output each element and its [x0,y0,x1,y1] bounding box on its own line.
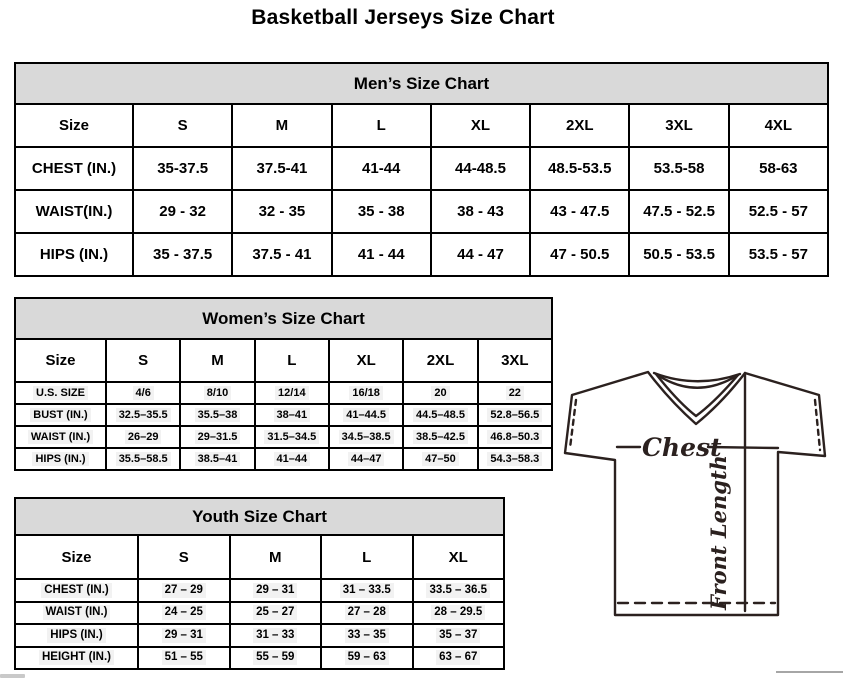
column-header: S [106,339,180,382]
row-label [15,404,106,426]
cell-value-text: 31 – 33.5 [340,583,394,598]
cell-value [413,602,505,625]
cell-value [478,382,552,404]
cell-value [321,624,413,647]
column-header: 4XL [729,104,828,147]
chest-label: Chest [642,433,722,462]
column-header-row [15,104,828,147]
row-label [15,647,138,670]
cell-value [329,448,403,470]
cell-value [230,579,322,602]
cell-value-text: 29–31.5 [195,430,241,444]
cell-value: 48.5-53.5 [530,147,629,190]
column-header: L [332,104,431,147]
cell-value: 41-44 [332,147,431,190]
table-row [15,579,504,602]
cell-value: 47 - 50.5 [530,233,629,276]
row-label [15,624,138,647]
cell-value-text: 54.3–58.3 [487,452,542,466]
row-label-text: WAIST (IN.) [28,430,93,444]
cell-value-text: 46.8–50.3 [487,430,542,444]
cell-value [413,624,505,647]
table-row [15,147,828,190]
cell-value: 37.5-41 [232,147,331,190]
row-label-text: WAIST (IN.) [43,605,111,620]
mens-table-title: Men’s Size Chart [15,63,828,104]
cell-value [413,647,505,670]
cell-value-text: 38.5–42.5 [413,430,468,444]
cell-value: 43 - 47.5 [530,190,629,233]
cell-value: 37.5 - 41 [232,233,331,276]
cell-value-text: 31 – 33 [253,628,297,643]
column-header: M [230,535,322,579]
cell-value-text: 27 – 28 [345,605,389,620]
cell-value-text: 29 – 31 [162,628,206,643]
table-row [15,382,552,404]
table-row [15,404,552,426]
row-label [15,448,106,470]
table-row [15,426,552,448]
cell-value [138,624,230,647]
cell-value-text: 55 – 59 [253,650,297,665]
cell-value-text: 29 – 31 [253,583,297,598]
cell-value-text: 34.5–38.5 [339,430,394,444]
cell-value-text: 44–47 [348,452,385,466]
table-row [15,448,552,470]
cell-value: 29 - 32 [133,190,232,233]
cell-value-text: 20 [431,386,449,400]
cell-value [230,647,322,670]
cell-value-text: 41–44.5 [343,408,389,422]
cell-value: 58-63 [729,147,828,190]
cell-value [403,404,477,426]
column-header: S [133,104,232,147]
column-header: 3XL [478,339,552,382]
row-label-text: CHEST (IN.) [41,583,112,598]
cell-value: 50.5 - 53.5 [629,233,728,276]
column-header: 2XL [403,339,477,382]
cell-value-text: 38.5–41 [195,452,241,466]
table-row [15,190,828,233]
cell-value [106,426,180,448]
column-header: M [180,339,254,382]
cell-value-text: 28 – 29.5 [431,605,485,620]
cell-value [403,448,477,470]
cell-value [106,448,180,470]
cell-value-text: 31.5–34.5 [264,430,319,444]
cell-value [413,579,505,602]
column-header: Size [15,339,106,382]
column-header: Size [15,104,133,147]
cell-value [329,382,403,404]
table-row [15,602,504,625]
front-length-label: Front Length [706,455,731,610]
column-header: 3XL [629,104,728,147]
table-row [15,647,504,670]
cell-value: 38 - 43 [431,190,530,233]
cell-value-text: 59 – 63 [345,650,389,665]
cell-value-text: 8/10 [204,386,231,400]
cell-value [403,426,477,448]
cell-value [255,448,329,470]
cell-value [138,579,230,602]
cell-value [321,602,413,625]
cell-value-text: 63 – 67 [436,650,480,665]
cell-value-text: 35.5–58.5 [116,452,171,466]
cell-value [329,404,403,426]
page-title: Basketball Jerseys Size Chart [251,6,555,29]
column-header: XL [413,535,505,579]
row-label [15,579,138,602]
column-header: S [138,535,230,579]
column-header: M [232,104,331,147]
row-label: WAIST(IN.) [15,190,133,233]
cell-value [180,382,254,404]
cell-value [180,448,254,470]
cell-value: 32 - 35 [232,190,331,233]
cell-value: 44 - 47 [431,233,530,276]
row-label: CHEST (IN.) [15,147,133,190]
page-edge-fragment-right [776,671,843,673]
column-header: XL [431,104,530,147]
jersey-measurement-diagram [560,363,830,627]
cell-value-text: 51 – 55 [162,650,206,665]
womens-table-title: Women’s Size Chart [15,298,552,339]
cell-value: 35 - 38 [332,190,431,233]
cell-value-text: 35.5–38 [195,408,241,422]
column-header: L [255,339,329,382]
cell-value-text: 52.8–56.5 [487,408,542,422]
cell-value [329,426,403,448]
womens-size-table [14,297,553,471]
cell-value [478,426,552,448]
column-header: L [321,535,413,579]
cell-value [321,579,413,602]
column-header: XL [329,339,403,382]
row-label-text: HEIGHT (IN.) [39,650,114,665]
cell-value [255,404,329,426]
row-label-text: HIPS (IN.) [47,628,105,643]
cell-value-text: 32.5–35.5 [116,408,171,422]
cell-value-text: 35 – 37 [436,628,480,643]
cell-value-text: 25 – 27 [253,605,297,620]
row-label [15,382,106,404]
row-label-text: HIPS (IN.) [32,452,88,466]
cell-value-text: 47–50 [422,452,459,466]
cell-value [321,647,413,670]
jersey-outline-path [565,372,825,615]
cell-value-text: 33.5 – 36.5 [426,583,490,598]
row-label: HIPS (IN.) [15,233,133,276]
cell-value [138,647,230,670]
cell-value: 35 - 37.5 [133,233,232,276]
cell-value-text: 44.5–48.5 [413,408,468,422]
row-label-text: U.S. SIZE [33,386,88,400]
cell-value-text: 41–44 [274,452,311,466]
youth-size-table [14,497,505,670]
cell-value-text: 24 – 25 [162,605,206,620]
youth-table-title: Youth Size Chart [15,498,504,535]
column-header: Size [15,535,138,579]
cell-value: 53.5-58 [629,147,728,190]
cell-value: 35-37.5 [133,147,232,190]
column-header-row [15,535,504,579]
cell-value-text: 4/6 [133,386,154,400]
column-header-row [15,339,552,382]
cell-value-text: 22 [506,386,524,400]
page-edge-fragment-left [0,674,25,678]
column-header: 2XL [530,104,629,147]
cell-value [403,382,477,404]
row-label [15,426,106,448]
cell-value: 44-48.5 [431,147,530,190]
cell-value-text: 33 – 35 [345,628,389,643]
cell-value [478,404,552,426]
cell-value-text: 16/18 [349,386,383,400]
cell-value [230,624,322,647]
cell-value [230,602,322,625]
cell-value [255,426,329,448]
cell-value [255,382,329,404]
mens-size-table [14,62,829,277]
cell-value-text: 12/14 [275,386,309,400]
cell-value: 47.5 - 52.5 [629,190,728,233]
cell-value: 53.5 - 57 [729,233,828,276]
table-row [15,233,828,276]
cell-value [180,404,254,426]
cell-value: 52.5 - 57 [729,190,828,233]
cell-value [106,404,180,426]
table-row [15,624,504,647]
cell-value-text: 26–29 [125,430,162,444]
cell-value: 41 - 44 [332,233,431,276]
cell-value [478,448,552,470]
cell-value [138,602,230,625]
row-label-text: BUST (IN.) [30,408,90,422]
cell-value [106,382,180,404]
cell-value-text: 27 – 29 [162,583,206,598]
cell-value [180,426,254,448]
row-label [15,602,138,625]
cell-value-text: 38–41 [274,408,311,422]
